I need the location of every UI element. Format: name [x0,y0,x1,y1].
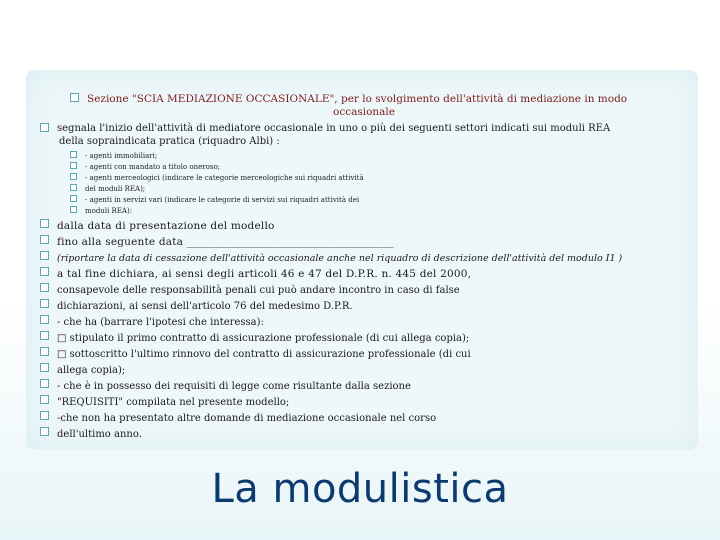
sector-item [70,173,364,184]
intro-line-1 [70,93,627,105]
bullet-icon [40,427,49,436]
sector-item [70,151,157,162]
list-item [40,283,460,299]
intro-line-2 [333,106,395,118]
bullet-icon [70,206,77,213]
main-text-1: segnala l'inizio dell'attività di mediatore occasionale in uno o più dei seguenti settori indicati sui moduli REA [57,123,611,134]
intro-text-2: occasionale [333,106,396,118]
list-item-text: fino alla seguente data ______________________________________ [57,236,394,248]
sector-item [70,162,220,173]
bullet-icon [40,363,49,372]
bullet-icon [70,93,79,102]
sector-text: moduli REA): [85,207,133,215]
bullet-icon [70,162,77,169]
main-text-2: della sopraindicata pratica (riquadro Albi) : [59,136,280,147]
list-item [40,395,289,411]
list-item [40,331,469,347]
list-item [40,411,436,427]
bullet-icon [40,219,49,228]
bullet-icon [40,347,49,356]
bullet-icon [40,331,49,340]
main-line-2 [59,136,280,147]
list-item [40,427,142,443]
list-item-text: consapevole delle responsabilità penali cui può andare incontro in caso di false [57,285,460,296]
bullet-icon [40,235,49,244]
list-item-text: "REQUISITI" compilata nel presente modello; [57,397,290,408]
list-item-text: dalla data di presentazione del modello [57,220,275,232]
sector-text: - agenti in servizi vari (indicare le categorie di servizi sui riquadri attività dei [85,196,360,204]
list-item-text: -che non ha presentato altre domande di mediazione occasionale nel corso [57,413,437,424]
list-item [40,363,125,379]
intro-text-1: Sezione "SCIA MEDIAZIONE OCCASIONALE", per lo svolgimento dell'attività di mediazione in modo [87,93,628,105]
sector-text: del moduli REA); [85,185,146,193]
list-item [40,299,353,315]
bullet-icon [40,251,49,260]
list-item [40,219,275,235]
bullet-icon [70,195,77,202]
sector-text: - agenti con mandato a titolo oneroso; [85,163,221,171]
list-item-text: □ sottoscritto l'ultimo rinnovo del contratto di assicurazione professionale (di cui [57,349,471,360]
bullet-icon [70,151,77,158]
sector-item [70,184,145,195]
bullet-icon [40,379,49,388]
bullet-icon [40,395,49,404]
bullet-icon [40,283,49,292]
list-item [40,251,622,267]
bullet-icon [70,173,77,180]
bullet-icon [70,184,77,191]
bullet-icon [40,411,49,420]
list-item [40,235,394,251]
list-item [40,347,471,363]
list-item-text: - che ha (barrare l'ipotesi che interessa): [57,317,264,328]
list-item-text: (riportare la data di cessazione dell'attività occasionale anche nel riquadro di descrizione dell'attività del modulo I1 ) [57,253,623,264]
list-item-text: allega copia); [57,365,126,376]
list-item [40,267,471,283]
sector-item [70,206,132,217]
bullet-icon [40,315,49,324]
sector-text: - agenti immobiliari; [85,152,158,160]
list-item [40,315,264,331]
main-line-1 [40,123,610,134]
sector-text: - agenti merceologici (indicare le categorie merceologiche sui riquadri attività [85,174,364,182]
sector-item [70,195,359,206]
list-item [40,379,411,395]
list-item-text: - che è in possesso dei requisiti di legge come risultante dalla sezione [57,381,411,392]
bullet-icon [40,299,49,308]
list-item-text: dichiarazioni, ai sensi dell'articolo 76 del medesimo D.P.R. [57,301,353,312]
list-item-text: □ stipulato il primo contratto di assicurazione professionale (di cui allega copia); [57,333,470,344]
bullet-icon [40,123,49,132]
list-item-text: a tal fine dichiara, ai sensi degli articoli 46 e 47 del D.P.R. n. 445 del 2000, [57,268,472,280]
slide-title: La modulistica [211,466,509,512]
bullet-icon [40,267,49,276]
list-item-text: dell'ultimo anno. [57,429,142,440]
